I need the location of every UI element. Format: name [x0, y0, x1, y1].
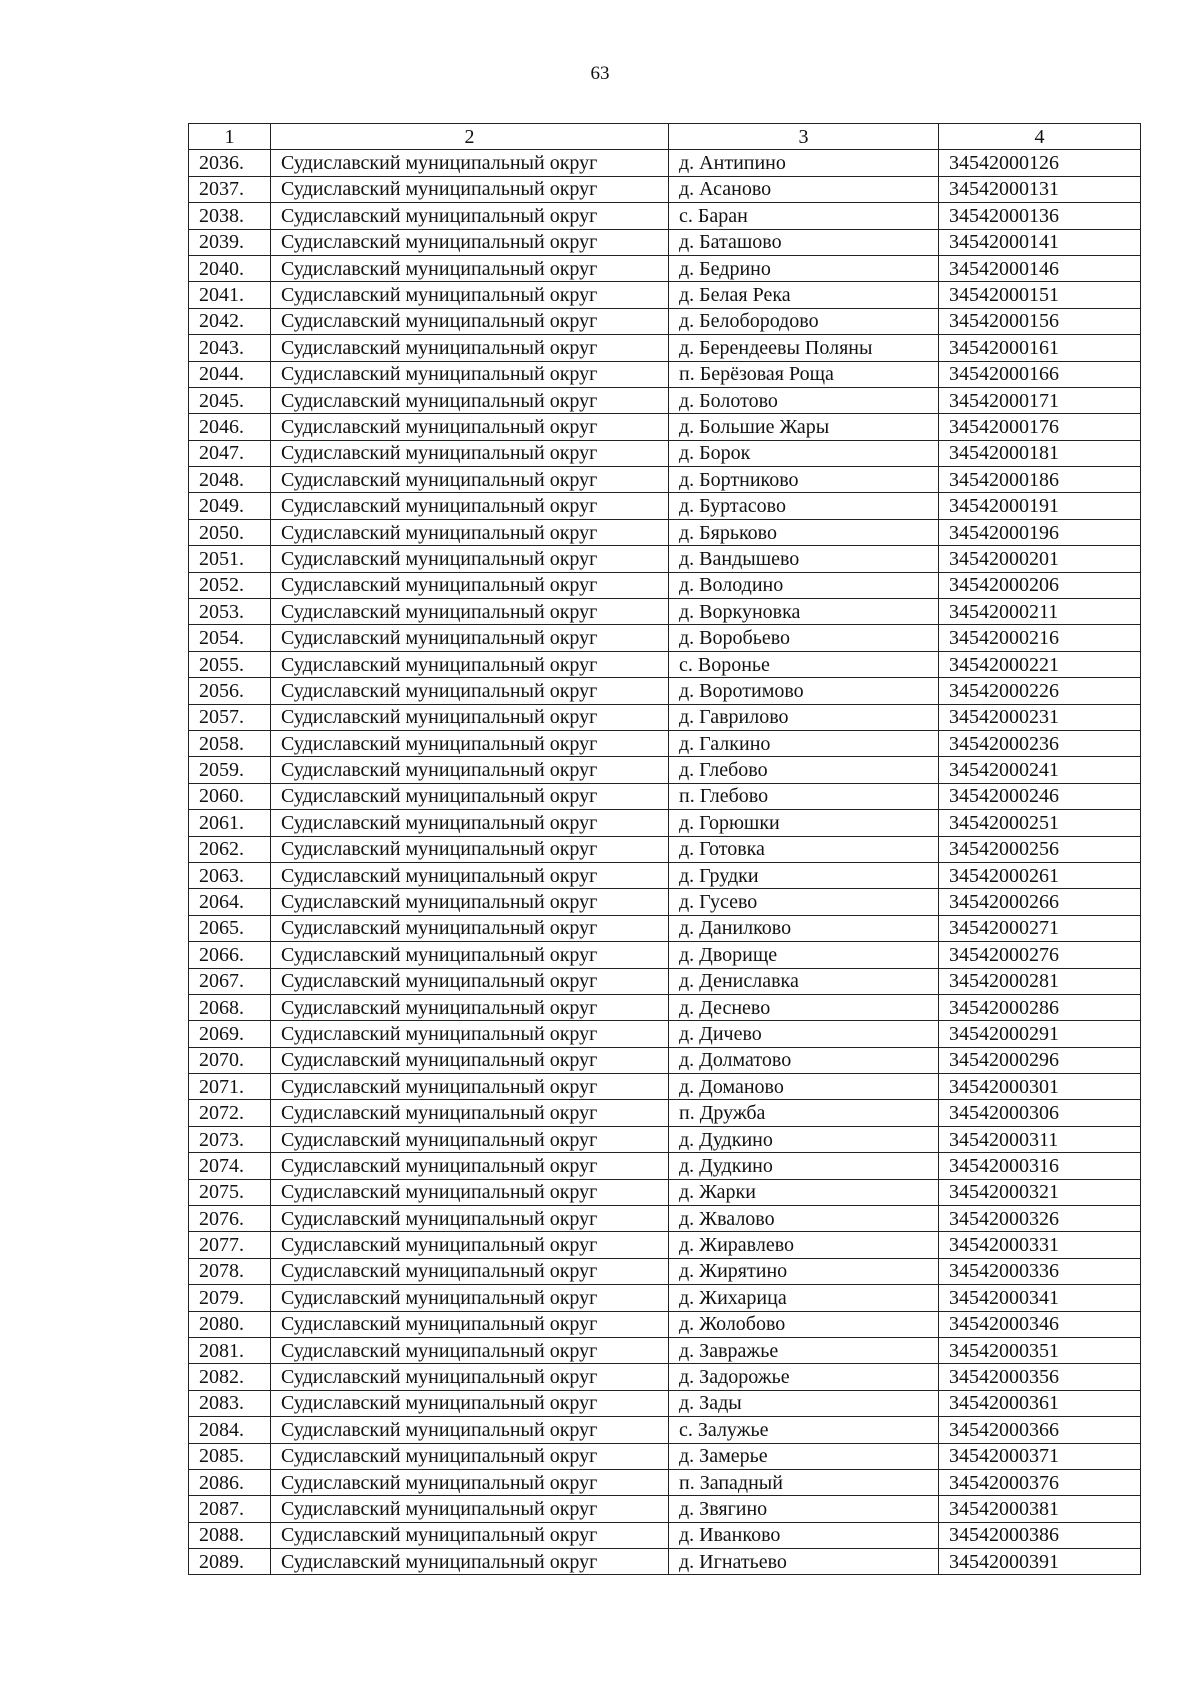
- settlement-cell: д. Дворище: [669, 942, 939, 968]
- table-row: [189, 599, 1141, 625]
- row-number-cell: 2069.: [189, 1021, 271, 1047]
- row-number-cell: 2047.: [189, 440, 271, 466]
- settlement-cell: д. Данилково: [669, 915, 939, 941]
- municipality-cell: Судиславский муниципальный округ: [271, 546, 669, 572]
- code-cell: 34542000301: [939, 1074, 1141, 1100]
- row-number-cell: 2039.: [189, 229, 271, 255]
- settlement-cell: д. Белая Река: [669, 282, 939, 308]
- settlement-cell: с. Баран: [669, 203, 939, 229]
- code-cell: 34542000286: [939, 994, 1141, 1020]
- settlement-cell: д. Готовка: [669, 836, 939, 862]
- municipality-cell: Судиславский муниципальный округ: [271, 1443, 669, 1469]
- header-cell-2: 2: [271, 124, 669, 150]
- header-cell-4: 4: [939, 124, 1141, 150]
- code-cell: 34542000331: [939, 1232, 1141, 1258]
- code-cell: 34542000151: [939, 282, 1141, 308]
- settlement-cell: д. Горюшки: [669, 810, 939, 836]
- code-cell: 34542000371: [939, 1443, 1141, 1469]
- municipality-cell: Судиславский муниципальный округ: [271, 862, 669, 888]
- code-cell: 34542000271: [939, 915, 1141, 941]
- table-row: [189, 572, 1141, 598]
- municipality-cell: Судиславский муниципальный округ: [271, 599, 669, 625]
- code-cell: 34542000381: [939, 1496, 1141, 1522]
- table-row: [189, 546, 1141, 572]
- row-number-cell: 2064.: [189, 889, 271, 915]
- municipality-cell: Судиславский муниципальный округ: [271, 757, 669, 783]
- settlement-cell: д. Володино: [669, 572, 939, 598]
- row-number-cell: 2067.: [189, 968, 271, 994]
- code-cell: 34542000246: [939, 783, 1141, 809]
- code-cell: 34542000211: [939, 599, 1141, 625]
- row-number-cell: 2089.: [189, 1549, 271, 1575]
- settlement-cell: д. Болотово: [669, 387, 939, 413]
- municipality-cell: Судиславский муниципальный округ: [271, 994, 669, 1020]
- settlement-cell: п. Глебово: [669, 783, 939, 809]
- table-row: [189, 968, 1141, 994]
- settlement-cell: д. Дениславка: [669, 968, 939, 994]
- table-row: [189, 1549, 1141, 1575]
- municipality-cell: Судиславский муниципальный округ: [271, 942, 669, 968]
- table-row: [189, 1285, 1141, 1311]
- table-row: [189, 757, 1141, 783]
- settlement-cell: д. Гусево: [669, 889, 939, 915]
- municipality-cell: Судиславский муниципальный округ: [271, 1417, 669, 1443]
- table-body: [189, 150, 1141, 1575]
- row-number-cell: 2083.: [189, 1390, 271, 1416]
- settlement-cell: д. Воротимово: [669, 678, 939, 704]
- row-number-cell: 2081.: [189, 1337, 271, 1363]
- code-cell: 34542000201: [939, 546, 1141, 572]
- municipality-cell: Судиславский муниципальный округ: [271, 1153, 669, 1179]
- municipality-cell: Судиславский муниципальный округ: [271, 678, 669, 704]
- settlement-cell: д. Бярьково: [669, 519, 939, 545]
- row-number-cell: 2036.: [189, 150, 271, 176]
- settlement-cell: д. Берендеевы Поляны: [669, 335, 939, 361]
- code-cell: 34542000386: [939, 1522, 1141, 1548]
- settlement-cell: д. Звягино: [669, 1496, 939, 1522]
- settlement-cell: д. Замерье: [669, 1443, 939, 1469]
- code-cell: 34542000231: [939, 704, 1141, 730]
- table-row: [189, 1417, 1141, 1443]
- row-number-cell: 2059.: [189, 757, 271, 783]
- municipality-cell: Судиславский муниципальный округ: [271, 1285, 669, 1311]
- settlement-cell: д. Гаврилово: [669, 704, 939, 730]
- code-cell: 34542000321: [939, 1179, 1141, 1205]
- table-row: [189, 282, 1141, 308]
- settlement-cell: с. Залужье: [669, 1417, 939, 1443]
- code-cell: 34542000221: [939, 651, 1141, 677]
- code-cell: 34542000316: [939, 1153, 1141, 1179]
- municipality-cell: Судиславский муниципальный округ: [271, 889, 669, 915]
- code-cell: 34542000311: [939, 1126, 1141, 1152]
- table-row: [189, 229, 1141, 255]
- row-number-cell: 2046.: [189, 414, 271, 440]
- code-cell: 34542000186: [939, 467, 1141, 493]
- table-row: [189, 678, 1141, 704]
- row-number-cell: 2079.: [189, 1285, 271, 1311]
- table-row: [189, 308, 1141, 334]
- table-header: [189, 124, 1141, 150]
- table-row: [189, 1496, 1141, 1522]
- table-row: [189, 1311, 1141, 1337]
- code-cell: 34542000176: [939, 414, 1141, 440]
- row-number-cell: 2042.: [189, 308, 271, 334]
- table-row: [189, 1047, 1141, 1073]
- row-number-cell: 2087.: [189, 1496, 271, 1522]
- row-number-cell: 2050.: [189, 519, 271, 545]
- settlement-cell: д. Жихарица: [669, 1285, 939, 1311]
- row-number-cell: 2084.: [189, 1417, 271, 1443]
- row-number-cell: 2038.: [189, 203, 271, 229]
- row-number-cell: 2076.: [189, 1206, 271, 1232]
- row-number-cell: 2053.: [189, 599, 271, 625]
- code-cell: 34542000156: [939, 308, 1141, 334]
- table-row: [189, 915, 1141, 941]
- code-cell: 34542000216: [939, 625, 1141, 651]
- header-cell-1: 1: [189, 124, 271, 150]
- municipality-cell: Судиславский муниципальный округ: [271, 1337, 669, 1363]
- row-number-cell: 2066.: [189, 942, 271, 968]
- municipality-cell: Судиславский муниципальный округ: [271, 1100, 669, 1126]
- code-cell: 34542000261: [939, 862, 1141, 888]
- municipality-cell: Судиславский муниципальный округ: [271, 836, 669, 862]
- code-cell: 34542000241: [939, 757, 1141, 783]
- code-cell: 34542000166: [939, 361, 1141, 387]
- settlement-cell: д. Жарки: [669, 1179, 939, 1205]
- settlement-cell: д. Вандышево: [669, 546, 939, 572]
- municipality-cell: Судиславский муниципальный округ: [271, 1522, 669, 1548]
- municipality-cell: Судиславский муниципальный округ: [271, 1206, 669, 1232]
- table-row: [189, 1258, 1141, 1284]
- row-number-cell: 2080.: [189, 1311, 271, 1337]
- code-cell: 34542000191: [939, 493, 1141, 519]
- row-number-cell: 2074.: [189, 1153, 271, 1179]
- municipality-cell: Судиславский муниципальный округ: [271, 1047, 669, 1073]
- code-cell: 34542000126: [939, 150, 1141, 176]
- row-number-cell: 2065.: [189, 915, 271, 941]
- table-row: [189, 783, 1141, 809]
- settlement-cell: с. Воронье: [669, 651, 939, 677]
- table-row: [189, 1206, 1141, 1232]
- table-row: [189, 625, 1141, 651]
- municipality-cell: Судиславский муниципальный округ: [271, 1179, 669, 1205]
- row-number-cell: 2062.: [189, 836, 271, 862]
- row-number-cell: 2068.: [189, 994, 271, 1020]
- table-row: [189, 1100, 1141, 1126]
- municipality-cell: Судиславский муниципальный округ: [271, 810, 669, 836]
- table-row: [189, 1522, 1141, 1548]
- row-number-cell: 2070.: [189, 1047, 271, 1073]
- settlement-cell: д. Борок: [669, 440, 939, 466]
- municipality-cell: Судиславский муниципальный округ: [271, 229, 669, 255]
- municipality-cell: Судиславский муниципальный округ: [271, 203, 669, 229]
- municipality-cell: Судиславский муниципальный округ: [271, 1390, 669, 1416]
- code-cell: 34542000336: [939, 1258, 1141, 1284]
- table-row: [189, 1126, 1141, 1152]
- code-cell: 34542000346: [939, 1311, 1141, 1337]
- header-row: [189, 124, 1141, 150]
- code-cell: 34542000296: [939, 1047, 1141, 1073]
- page-number: 63: [590, 63, 610, 84]
- code-cell: 34542000361: [939, 1390, 1141, 1416]
- row-number-cell: 2078.: [189, 1258, 271, 1284]
- municipality-cell: Судиславский муниципальный округ: [271, 730, 669, 756]
- settlement-cell: д. Задорожье: [669, 1364, 939, 1390]
- municipality-cell: Судиславский муниципальный округ: [271, 308, 669, 334]
- code-cell: 34542000281: [939, 968, 1141, 994]
- table-row: [189, 942, 1141, 968]
- row-number-cell: 2041.: [189, 282, 271, 308]
- code-cell: 34542000326: [939, 1206, 1141, 1232]
- table-row: [189, 519, 1141, 545]
- row-number-cell: 2051.: [189, 546, 271, 572]
- row-number-cell: 2056.: [189, 678, 271, 704]
- code-cell: 34542000276: [939, 942, 1141, 968]
- row-number-cell: 2052.: [189, 572, 271, 598]
- row-number-cell: 2085.: [189, 1443, 271, 1469]
- table-row: [189, 1021, 1141, 1047]
- table-row: [189, 440, 1141, 466]
- municipality-cell: Судиславский муниципальный округ: [271, 176, 669, 202]
- table-row: [189, 255, 1141, 281]
- code-cell: 34542000366: [939, 1417, 1141, 1443]
- code-cell: 34542000226: [939, 678, 1141, 704]
- municipality-cell: Судиславский муниципальный округ: [271, 572, 669, 598]
- municipality-cell: Судиславский муниципальный округ: [271, 1469, 669, 1495]
- row-number-cell: 2077.: [189, 1232, 271, 1258]
- municipality-cell: Судиславский муниципальный округ: [271, 704, 669, 730]
- table-row: [189, 862, 1141, 888]
- table-row: [189, 889, 1141, 915]
- settlement-cell: д. Зады: [669, 1390, 939, 1416]
- table-row: [189, 730, 1141, 756]
- code-cell: 34542000341: [939, 1285, 1141, 1311]
- table-row: [189, 493, 1141, 519]
- code-cell: 34542000206: [939, 572, 1141, 598]
- table-row: [189, 651, 1141, 677]
- table-row: [189, 414, 1141, 440]
- row-number-cell: 2049.: [189, 493, 271, 519]
- table-row: [189, 335, 1141, 361]
- settlement-cell: д. Белобородово: [669, 308, 939, 334]
- row-number-cell: 2086.: [189, 1469, 271, 1495]
- settlement-cell: д. Воробьево: [669, 625, 939, 651]
- code-cell: 34542000161: [939, 335, 1141, 361]
- settlement-cell: д. Баташово: [669, 229, 939, 255]
- municipality-cell: Судиславский муниципальный округ: [271, 387, 669, 413]
- settlement-cell: д. Бедрино: [669, 255, 939, 281]
- municipality-cell: Судиславский муниципальный округ: [271, 1021, 669, 1047]
- code-cell: 34542000181: [939, 440, 1141, 466]
- row-number-cell: 2044.: [189, 361, 271, 387]
- code-cell: 34542000306: [939, 1100, 1141, 1126]
- municipality-cell: Судиславский муниципальный округ: [271, 1232, 669, 1258]
- settlements-table: [188, 123, 1141, 1575]
- municipality-cell: Судиславский муниципальный округ: [271, 1311, 669, 1337]
- municipality-cell: Судиславский муниципальный округ: [271, 519, 669, 545]
- table-row: [189, 1443, 1141, 1469]
- settlement-cell: п. Западный: [669, 1469, 939, 1495]
- settlement-cell: д. Деснево: [669, 994, 939, 1020]
- municipality-cell: Судиславский муниципальный округ: [271, 968, 669, 994]
- code-cell: 34542000356: [939, 1364, 1141, 1390]
- settlement-cell: п. Берёзовая Роща: [669, 361, 939, 387]
- municipality-cell: Судиславский муниципальный округ: [271, 1364, 669, 1390]
- settlement-cell: д. Большие Жары: [669, 414, 939, 440]
- code-cell: 34542000256: [939, 836, 1141, 862]
- municipality-cell: Судиславский муниципальный округ: [271, 414, 669, 440]
- table-row: [189, 810, 1141, 836]
- table-row: [189, 1469, 1141, 1495]
- table-row: [189, 836, 1141, 862]
- settlement-cell: д. Жиравлево: [669, 1232, 939, 1258]
- municipality-cell: Судиславский муниципальный округ: [271, 361, 669, 387]
- table-row: [189, 467, 1141, 493]
- settlement-cell: д. Буртасово: [669, 493, 939, 519]
- code-cell: 34542000141: [939, 229, 1141, 255]
- code-cell: 34542000266: [939, 889, 1141, 915]
- settlement-cell: д. Дичево: [669, 1021, 939, 1047]
- settlement-cell: д. Доманово: [669, 1074, 939, 1100]
- row-number-cell: 2072.: [189, 1100, 271, 1126]
- settlement-cell: д. Жолобово: [669, 1311, 939, 1337]
- table-row: [189, 1390, 1141, 1416]
- table-row: [189, 1074, 1141, 1100]
- code-cell: 34542000196: [939, 519, 1141, 545]
- table-row: [189, 994, 1141, 1020]
- row-number-cell: 2037.: [189, 176, 271, 202]
- row-number-cell: 2040.: [189, 255, 271, 281]
- table-row: [189, 150, 1141, 176]
- municipality-cell: Судиславский муниципальный округ: [271, 1074, 669, 1100]
- row-number-cell: 2063.: [189, 862, 271, 888]
- municipality-cell: Судиславский муниципальный округ: [271, 1258, 669, 1284]
- row-number-cell: 2055.: [189, 651, 271, 677]
- table-row: [189, 1179, 1141, 1205]
- row-number-cell: 2088.: [189, 1522, 271, 1548]
- settlement-cell: д. Воркуновка: [669, 599, 939, 625]
- municipality-cell: Судиславский муниципальный округ: [271, 150, 669, 176]
- municipality-cell: Судиславский муниципальный округ: [271, 1126, 669, 1152]
- municipality-cell: Судиславский муниципальный округ: [271, 915, 669, 941]
- code-cell: 34542000351: [939, 1337, 1141, 1363]
- table-row: [189, 176, 1141, 202]
- code-cell: 34542000391: [939, 1549, 1141, 1575]
- row-number-cell: 2073.: [189, 1126, 271, 1152]
- settlement-cell: д. Игнатьево: [669, 1549, 939, 1575]
- municipality-cell: Судиславский муниципальный округ: [271, 625, 669, 651]
- settlement-cell: д. Антипино: [669, 150, 939, 176]
- municipality-cell: Судиславский муниципальный округ: [271, 1549, 669, 1575]
- table-row: [189, 1364, 1141, 1390]
- code-cell: 34542000171: [939, 387, 1141, 413]
- municipality-cell: Судиславский муниципальный округ: [271, 467, 669, 493]
- row-number-cell: 2057.: [189, 704, 271, 730]
- code-cell: 34542000146: [939, 255, 1141, 281]
- table-row: [189, 1232, 1141, 1258]
- table-row: [189, 203, 1141, 229]
- code-cell: 34542000236: [939, 730, 1141, 756]
- settlement-cell: д. Жвалово: [669, 1206, 939, 1232]
- table-row: [189, 387, 1141, 413]
- settlement-cell: д. Дудкино: [669, 1153, 939, 1179]
- settlement-cell: д. Глебово: [669, 757, 939, 783]
- settlement-cell: д. Бортниково: [669, 467, 939, 493]
- settlement-cell: д. Грудки: [669, 862, 939, 888]
- row-number-cell: 2075.: [189, 1179, 271, 1205]
- municipality-cell: Судиславский муниципальный округ: [271, 783, 669, 809]
- municipality-cell: Судиславский муниципальный округ: [271, 493, 669, 519]
- table-row: [189, 1153, 1141, 1179]
- settlement-cell: д. Галкино: [669, 730, 939, 756]
- row-number-cell: 2071.: [189, 1074, 271, 1100]
- row-number-cell: 2045.: [189, 387, 271, 413]
- row-number-cell: 2082.: [189, 1364, 271, 1390]
- settlement-cell: д. Долматово: [669, 1047, 939, 1073]
- row-number-cell: 2043.: [189, 335, 271, 361]
- code-cell: 34542000136: [939, 203, 1141, 229]
- municipality-cell: Судиславский муниципальный округ: [271, 335, 669, 361]
- code-cell: 34542000251: [939, 810, 1141, 836]
- table-row: [189, 1337, 1141, 1363]
- settlement-cell: д. Дудкино: [669, 1126, 939, 1152]
- table-row: [189, 704, 1141, 730]
- row-number-cell: 2060.: [189, 783, 271, 809]
- municipality-cell: Судиславский муниципальный округ: [271, 1496, 669, 1522]
- settlement-cell: д. Асаново: [669, 176, 939, 202]
- row-number-cell: 2054.: [189, 625, 271, 651]
- code-cell: 34542000376: [939, 1469, 1141, 1495]
- code-cell: 34542000131: [939, 176, 1141, 202]
- settlement-cell: д. Иванково: [669, 1522, 939, 1548]
- row-number-cell: 2061.: [189, 810, 271, 836]
- municipality-cell: Судиславский муниципальный округ: [271, 440, 669, 466]
- header-cell-3: 3: [669, 124, 939, 150]
- settlement-cell: д. Жирятино: [669, 1258, 939, 1284]
- table-row: [189, 361, 1141, 387]
- settlement-cell: д. Завражье: [669, 1337, 939, 1363]
- municipality-cell: Судиславский муниципальный округ: [271, 282, 669, 308]
- municipality-cell: Судиславский муниципальный округ: [271, 255, 669, 281]
- row-number-cell: 2048.: [189, 467, 271, 493]
- code-cell: 34542000291: [939, 1021, 1141, 1047]
- municipality-cell: Судиславский муниципальный округ: [271, 651, 669, 677]
- settlement-cell: п. Дружба: [669, 1100, 939, 1126]
- row-number-cell: 2058.: [189, 730, 271, 756]
